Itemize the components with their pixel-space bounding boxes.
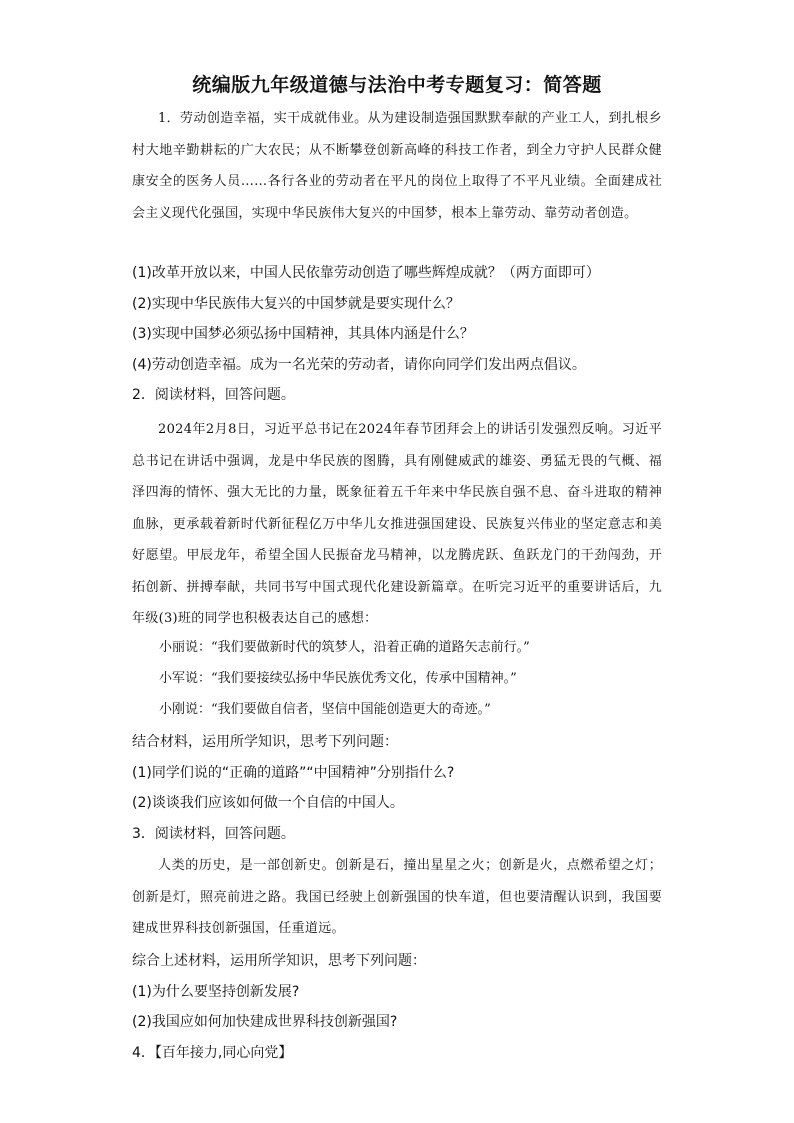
- question-3-sub-2: (2)我国应如何加快建成世界科技创新强国?: [132, 1014, 398, 1030]
- question-1-sub-2: (2)实现中华民族伟大复兴的中国梦就是要实现什么？: [132, 295, 460, 312]
- question-3-questions: [132, 946, 662, 1068]
- quote-xiaojun: 小军说：“我们要接续弘扬中华民族优秀文化，传承中国精神。”: [159, 671, 517, 686]
- question-3-heading: 3．阅读材料，回答问题。: [132, 825, 295, 842]
- question-1-material: [132, 103, 662, 229]
- question-2-quotes: [132, 632, 662, 725]
- question-2-sub-2: (2)谈谈我们应该如何做一个自信的中国人。: [132, 795, 404, 811]
- question-2-questions: [132, 727, 662, 849]
- question-3-material-text: 人类的历史，是一部创新史。创新是石，撞出星星之火；创新是火，点燃希望之灯；创新是灯，照亮前进之路。我国已经驶上创新强国的快车道，但也要清醒认识到，我国要建成世界科技创新强国，任重道远。: [132, 858, 662, 936]
- question-2-material-text: 2024年2月8日，习近平总书记在2024年春节团拜会上的讲话引发强烈反响。习近平总书记在讲话中强调，龙是中华民族的图腾，具有刚健威武的雄姿、勇猛无畏的气概、福泽四海的情怀、强大无比的力量，既象征着五千年来中华民族自强不息、奋斗进取的精神血脉，更承载着新时代新征程亿万中华儿女推进强国建设、民族复兴伟业的坚定意志和美好愿望。甲辰龙年，希望全国人民振奋龙马精神，以龙腾虎跃、鱼跃龙门的干劲闯劲，开拓创新、拼搏奉献，共同书写中国式现代化建设新篇章。在听完习近平的重要讲话后，九年级(3)班的同学也积极表达自己的感想：: [132, 422, 662, 626]
- question-4-heading: 4．【百年接力,同心向党】: [132, 1044, 293, 1061]
- question-2-heading: 2．阅读材料，回答问题。: [132, 387, 295, 403]
- question-1-sub-3: (3)实现中国梦必须弘扬中国精神，其具体内涵是什么？: [132, 326, 474, 342]
- question-3-prompt: 综合上述材料，运用所学知识，思考下列问题：: [132, 953, 426, 969]
- question-2-material: [132, 414, 662, 635]
- quote-xiaoli: 小丽说：“我们要做新时代的筑梦人，沿着正确的道路矢志前行。”: [159, 640, 530, 655]
- question-1-sub-4: (4)劳动创造幸福。成为一名光荣的劳动者，请你向同学们发出两点倡议。: [132, 356, 586, 373]
- document-title: 统编版九年级道德与法治中考专题复习：简答题: [192, 74, 602, 96]
- question-3-sub-1: (1)为什么要坚持创新发展?: [132, 983, 300, 1000]
- question-1-material-text: 1．劳动创造幸福，实干成就伟业。从为建设制造强国默默奉献的产业工人，到扎根乡村大地辛勤耕耘的广大农民；从不断攀登创新高峰的科技工作者，到全力守护人民群众健康安全的医务人员……各行各业的劳动者在平凡的岗位上取得了不平凡业绩。全面建成社会主义现代化强国，实现中华民族伟大复兴的中国梦，根本上靠劳动、靠劳动者创造。: [132, 111, 662, 221]
- question-3-material: [132, 850, 662, 945]
- quote-xiaogang: 小刚说：“我们要做自信者，坚信中国能创造更大的奇迹。”: [159, 702, 491, 717]
- question-1-sub-1: (1)改革开放以来，中国人民依靠劳动创造了哪些辉煌成就？（两方面即可）: [132, 265, 600, 281]
- question-1-subquestions: [132, 258, 662, 411]
- question-2-prompt: 结合材料，运用所学知识，思考下列问题：: [132, 734, 398, 750]
- question-2-sub-1: (1)同学们说的“正确的道路”“中国精神”分别指什么?: [132, 764, 455, 781]
